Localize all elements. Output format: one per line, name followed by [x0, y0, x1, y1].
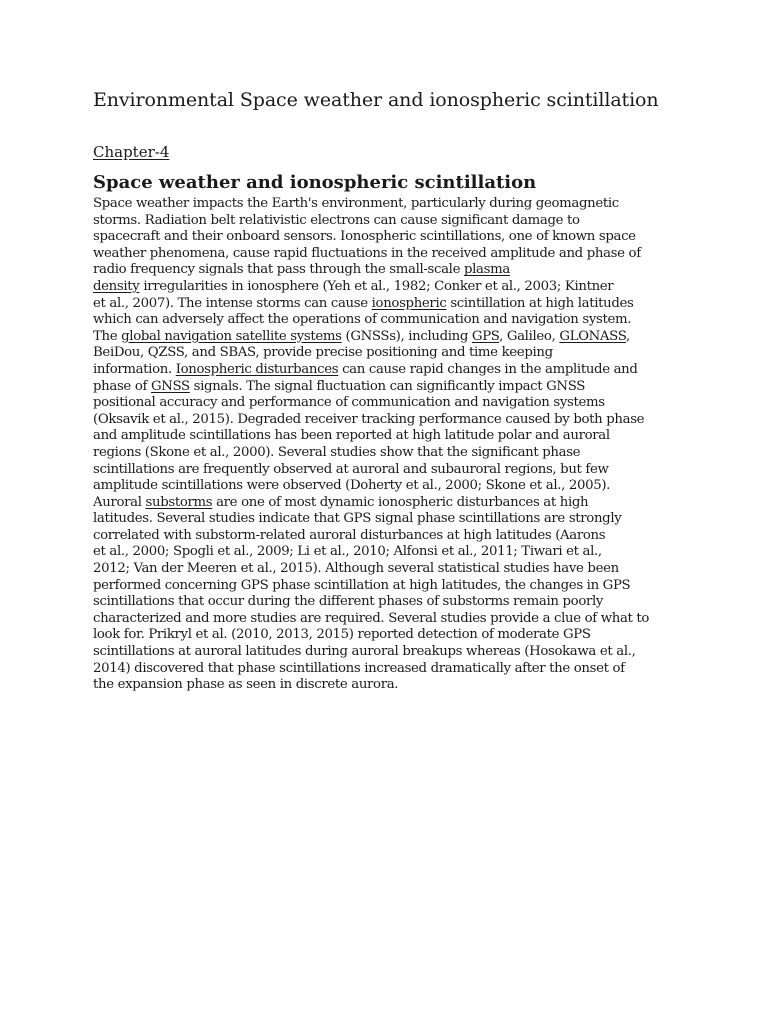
body-line: weather phenomena, cause rapid fluctuations in the received amplitude and phase of: [93, 245, 641, 261]
body-line: [93, 262, 678, 279]
body-line: [93, 495, 678, 512]
document-title: Environmental Space weather and ionospheric scintillation: [93, 89, 659, 111]
body-text-segment: ,: [625, 328, 630, 344]
body-text-segment: (GNSSs), including: [341, 328, 472, 344]
body-text-segment: The: [93, 328, 122, 344]
body-line: [93, 362, 678, 379]
body-line: latitudes. Several studies indicate that GPS signal phase scintillations are strongly: [93, 511, 622, 527]
body-text-segment: , Galileo,: [499, 328, 560, 344]
link-density[interactable]: density: [93, 278, 140, 294]
body-line: performed concerning GPS phase scintillation at high latitudes, the changes in GPS: [93, 577, 631, 593]
body-line: spacecraft and their onboard sensors. Ionospheric scintillations, one of known space: [93, 229, 636, 245]
body-line: positional accuracy and performance of communication and navigation systems: [93, 395, 605, 411]
link-plasma[interactable]: plasma: [463, 262, 510, 278]
body-line: scintillations are frequently observed at auroral and subauroral regions, but few: [93, 461, 609, 477]
body-text-segment: et al., 2007). The intense storms can cause: [93, 295, 372, 311]
body-line: et al., 2000; Spogli et al., 2009; Li et al., 2010; Alfonsi et al., 2011; Tiwari et al.,: [93, 544, 602, 560]
body-line: BeiDou, QZSS, and SBAS, provide precise positioning and time keeping: [93, 345, 553, 361]
body-text-segment: can cause rapid changes in the amplitude and: [338, 361, 638, 377]
body-line: amplitude scintillations were observed (Doherty et al., 2000; Skone et al., 2005).: [93, 478, 611, 494]
link-substorms[interactable]: substorms: [145, 494, 213, 510]
link-gps[interactable]: GPS: [471, 328, 500, 344]
body-text-segment: signals. The signal fluctuation can significantly impact GNSS: [189, 378, 585, 394]
body-paragraph: [93, 196, 678, 694]
link-global-navigation-satellite-systems[interactable]: global navigation satellite systems: [121, 328, 342, 344]
body-line: 2012; Van der Meeren et al., 2015). Although several statistical studies have been: [93, 561, 619, 577]
body-line: correlated with substorm-related auroral disturbances at high latitudes (Aarons: [93, 527, 606, 543]
body-line: [93, 329, 678, 346]
body-text-segment: radio frequency signals that pass through the small-scale: [93, 262, 464, 278]
chapter-label: Chapter-4: [93, 143, 170, 161]
body-line: the expansion phase as seen in discrete aurora.: [93, 677, 399, 693]
body-text-segment: scintillation at high latitudes: [446, 295, 634, 311]
link-ionospheric[interactable]: ionospheric: [371, 295, 447, 311]
body-line: scintillations at auroral latitudes during auroral breakups whereas (Hosokawa et al.,: [93, 644, 636, 660]
body-line: and amplitude scintillations has been reported at high latitude polar and auroral: [93, 428, 610, 444]
body-line: look for. Prikryl et al. (2010, 2013, 2015) reported detection of moderate GPS: [93, 627, 591, 643]
body-line: [93, 296, 678, 313]
body-line: (Oksavik et al., 2015). Degraded receiver tracking performance caused by both phase: [93, 411, 645, 427]
link-ionospheric-disturbances[interactable]: Ionospheric disturbances: [175, 361, 339, 377]
body-line: [93, 379, 678, 396]
link-glonass[interactable]: GLONASS: [559, 328, 626, 344]
body-line: [93, 279, 678, 296]
body-text-segment: irregularities in ionosphere (Yeh et al., 1982; Conker et al., 2003; Kintner: [139, 278, 614, 294]
body-line: characterized and more studies are required. Several studies provide a clue of what to: [93, 610, 650, 626]
body-line: regions (Skone et al., 2000). Several studies show that the significant phase: [93, 444, 581, 460]
body-line: scintillations that occur during the different phases of substorms remain poorly: [93, 594, 604, 610]
body-text-segment: Auroral: [93, 494, 146, 510]
body-text-segment: are one of most dynamic ionospheric disturbances at high: [212, 494, 589, 510]
link-gnss[interactable]: GNSS: [150, 378, 190, 394]
body-line: 2014) discovered that phase scintillations increased dramatically after the onset of: [93, 660, 625, 676]
section-heading: Space weather and ionospheric scintillation: [93, 172, 537, 193]
body-text-segment: phase of: [93, 378, 151, 394]
body-line: storms. Radiation belt relativistic electrons can cause significant damage to: [93, 212, 580, 228]
body-text-segment: information.: [93, 361, 176, 377]
body-line: which can adversely affect the operations of communication and navigation system.: [93, 312, 632, 328]
body-line: Space weather impacts the Earth's environment, particularly during geomagnetic: [93, 196, 619, 211]
